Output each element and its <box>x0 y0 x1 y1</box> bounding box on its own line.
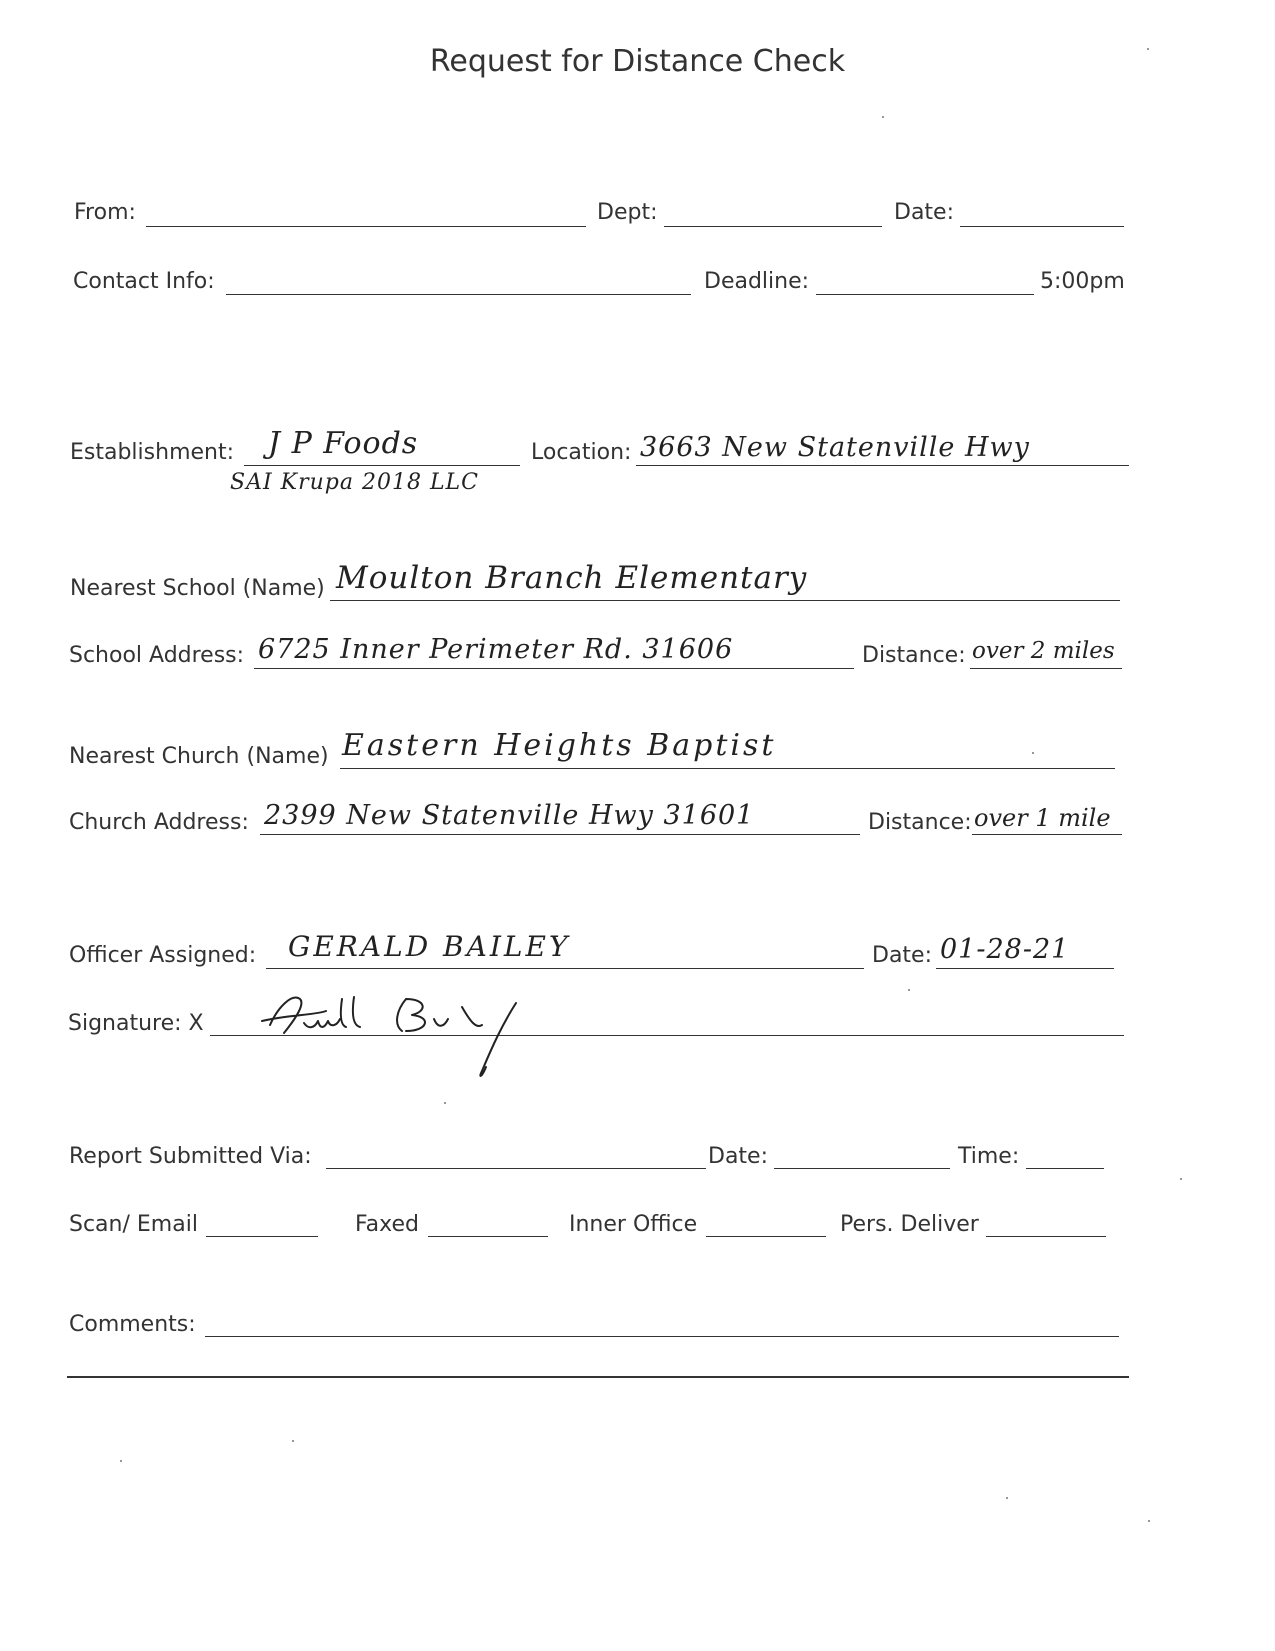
church-distance-field[interactable] <box>972 834 1122 835</box>
officer-assigned-label: Officer Assigned: <box>69 943 257 968</box>
dept-label: Dept: <box>597 200 658 225</box>
report-submitted-via-field[interactable] <box>326 1168 706 1169</box>
establishment-field[interactable] <box>244 465 520 466</box>
scan-email-field[interactable] <box>206 1236 318 1237</box>
comments-field-line-2[interactable] <box>67 1376 1129 1378</box>
nearest-school-name: Moulton Branch Elementary <box>336 560 808 596</box>
inner-office-field[interactable] <box>706 1236 826 1237</box>
church-distance-value: over 1 mile <box>974 804 1111 832</box>
establishment-owner: SAI Krupa 2018 LLC <box>230 470 479 495</box>
scan-speck <box>882 116 884 118</box>
location-label: Location: <box>531 440 632 465</box>
signature-label: Signature: X <box>68 1011 204 1036</box>
officer-date-value: 01-28-21 <box>940 934 1070 965</box>
scan-speck <box>1147 48 1149 50</box>
faxed-label: Faxed <box>355 1212 419 1237</box>
nearest-school-label: Nearest School (Name) <box>70 576 325 601</box>
dept-field[interactable] <box>664 226 882 227</box>
scan-speck <box>120 1460 122 1462</box>
church-address-value: 2399 New Statenville Hwy 31601 <box>264 800 755 831</box>
scan-speck <box>1180 1178 1182 1180</box>
report-submitted-via-label: Report Submitted Via: <box>69 1144 312 1169</box>
church-distance-label: Distance: <box>868 810 972 835</box>
officer-name: GERALD BAILEY <box>288 930 571 963</box>
contact-info-label: Contact Info: <box>73 269 215 294</box>
school-distance-label: Distance: <box>862 643 966 668</box>
officer-date-label: Date: <box>872 943 932 968</box>
from-label: From: <box>74 200 136 225</box>
report-date-label: Date: <box>708 1144 768 1169</box>
header-date-field[interactable] <box>960 226 1124 227</box>
deadline-time: 5:00pm <box>1040 269 1125 294</box>
location-field[interactable] <box>636 465 1129 466</box>
officer-assigned-field[interactable] <box>266 968 864 969</box>
pers-deliver-field[interactable] <box>986 1236 1106 1237</box>
deadline-field[interactable] <box>816 294 1034 295</box>
scan-speck <box>444 1102 446 1104</box>
scan-speck <box>1006 1497 1008 1499</box>
faxed-field[interactable] <box>428 1236 548 1237</box>
school-address-field[interactable] <box>254 668 854 669</box>
church-address-field[interactable] <box>260 834 860 835</box>
school-address-label: School Address: <box>69 643 245 668</box>
establishment-label: Establishment: <box>70 440 235 465</box>
report-time-label: Time: <box>958 1144 1020 1169</box>
header-date-label: Date: <box>894 200 954 225</box>
scan-speck <box>1148 1520 1150 1522</box>
scan-speck <box>1032 752 1034 754</box>
school-distance-field[interactable] <box>970 668 1122 669</box>
school-distance-value: over 2 miles <box>972 638 1115 664</box>
from-field[interactable] <box>146 226 586 227</box>
comments-field[interactable] <box>205 1336 1119 1337</box>
nearest-church-name: Eastern Heights Baptist <box>342 728 777 763</box>
comments-label: Comments: <box>69 1312 196 1337</box>
location-value: 3663 New Statenville Hwy <box>640 432 1030 463</box>
scan-speck <box>908 989 910 991</box>
nearest-school-field[interactable] <box>330 600 1120 601</box>
establishment-name: J P Foods <box>268 426 419 461</box>
nearest-church-label: Nearest Church (Name) <box>69 744 329 769</box>
deadline-label: Deadline: <box>704 269 810 294</box>
school-address-value: 6725 Inner Perimeter Rd. 31606 <box>258 634 734 665</box>
officer-date-field[interactable] <box>936 968 1114 969</box>
report-date-field[interactable] <box>774 1168 950 1169</box>
form-title: Request for Distance Check <box>429 44 846 79</box>
nearest-church-field[interactable] <box>340 768 1115 769</box>
handwritten-signature <box>256 985 536 1075</box>
scan-email-label: Scan/ Email <box>69 1212 198 1237</box>
church-address-label: Church Address: <box>69 810 249 835</box>
inner-office-label: Inner Office <box>569 1212 698 1237</box>
pers-deliver-label: Pers. Deliver <box>840 1212 979 1237</box>
report-time-field[interactable] <box>1026 1168 1104 1169</box>
contact-info-field[interactable] <box>226 294 691 295</box>
scan-speck <box>292 1440 294 1442</box>
